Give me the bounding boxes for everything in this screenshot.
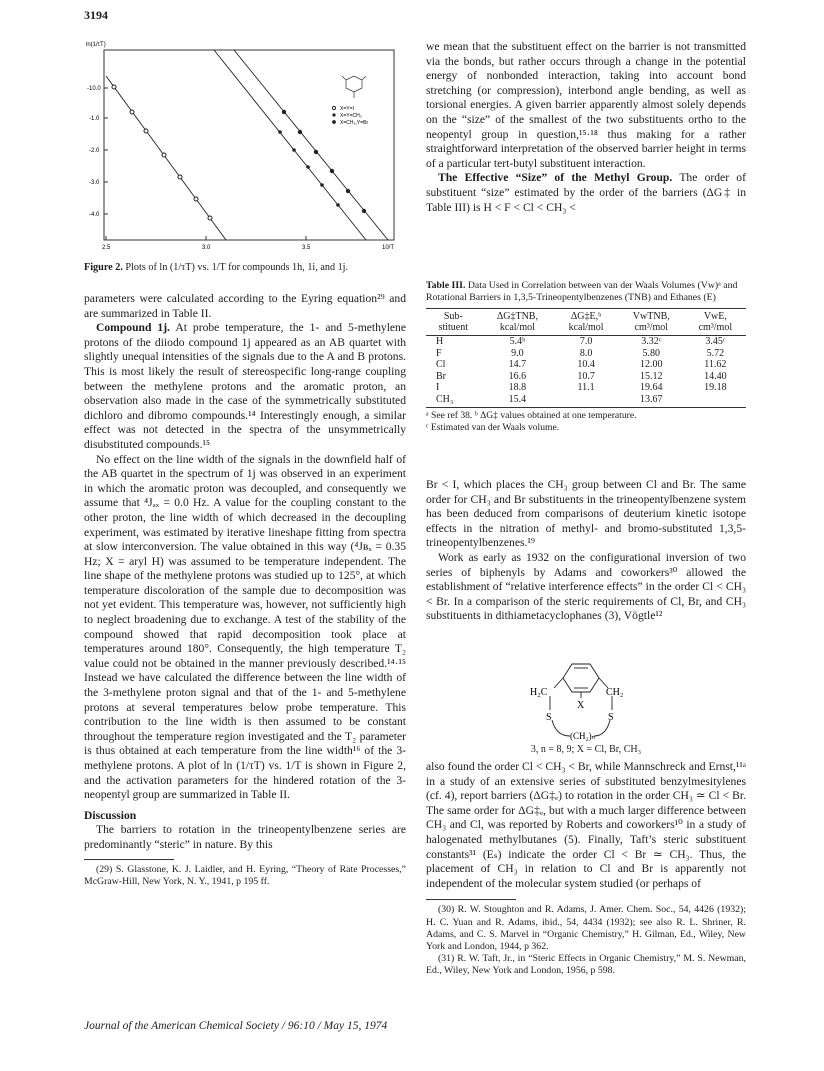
paragraph-title: The Effective “Size” of the Methyl Group. bbox=[438, 171, 673, 185]
table-cell: 3.45ᶜ bbox=[705, 336, 726, 347]
legend-item: X=Y=CH₃ bbox=[340, 113, 362, 119]
structure-label: (CH₂)ₙ bbox=[570, 731, 596, 741]
structure-label: CH₂ bbox=[606, 687, 624, 698]
y-tick-label: -4.0 bbox=[89, 212, 100, 218]
table-row bbox=[426, 348, 746, 360]
table-cell: 12.00 bbox=[640, 359, 663, 370]
table-notes bbox=[426, 410, 746, 433]
column-header: ΔG‡E,ᵇ kcal/mol bbox=[554, 309, 618, 336]
table-cell: 5.80 bbox=[642, 347, 661, 359]
column-header: ΔG‡TNB, kcal/mol bbox=[481, 309, 555, 336]
table-row bbox=[426, 394, 746, 408]
table-cell: 19.64 bbox=[640, 382, 663, 393]
table-cell: 8.0 bbox=[579, 347, 593, 359]
x-tick-label: 3.0 bbox=[202, 245, 211, 251]
table-note: ᵇ ΔG‡ values obtained at one temperature. bbox=[474, 410, 637, 421]
right-column-middle bbox=[426, 478, 746, 624]
figure-2-plot bbox=[84, 36, 406, 286]
y-tick-label: -2.0 bbox=[89, 148, 100, 154]
figure-caption bbox=[84, 262, 414, 273]
paragraph-title: Compound 1j. bbox=[96, 321, 170, 335]
plot-frame bbox=[104, 50, 394, 240]
table-cell: 16.6 bbox=[508, 370, 527, 382]
table-cell: 15.4 bbox=[481, 394, 555, 408]
figure-caption-label: Figure 2. bbox=[84, 262, 123, 273]
data-table bbox=[426, 308, 746, 408]
footnote: (31) R. W. Taft, Jr., in “Steric Effects in Organic Chemistry,” M. S. Newman, Ed., Wiley, New York and London, 1956, p 598. bbox=[426, 953, 746, 977]
x-tick-label: 3.5 bbox=[302, 245, 311, 251]
figure-caption-text: Plots of ln (1/τT) vs. 1/T for compounds 1h, 1i, and 1j. bbox=[125, 262, 349, 273]
table-cell: 13.67 bbox=[618, 394, 685, 408]
series-line-i bbox=[106, 76, 226, 240]
chemical-structure-3 bbox=[510, 660, 660, 740]
table-cell: 11.1 bbox=[577, 382, 595, 393]
table-cell bbox=[685, 394, 746, 408]
legend-item: X=CH₃,Y=Br bbox=[340, 120, 369, 126]
structure-label: H₂C bbox=[530, 687, 548, 698]
paragraph: Work as early as 1932 on the configurational inversion of two series of biphenyls by Adams and coworkers³⁰ allowed the establishment of “relative interference effects” in the order Cl < CH₃ < Br. In a comparison of the steric requirements of Cl, Br, and CH₃ substituents in dithiametacyclophanes (3), Vögtle¹² bbox=[426, 550, 746, 623]
legend-item: X=Y=I bbox=[340, 106, 354, 112]
table-3 bbox=[426, 280, 746, 433]
benzene-ring-icon bbox=[563, 664, 599, 692]
footnote-divider bbox=[84, 859, 174, 860]
structure-label: X bbox=[577, 700, 585, 711]
legend bbox=[332, 106, 368, 126]
table-cell: Cl bbox=[436, 359, 446, 370]
table-cell: 7.0 bbox=[579, 336, 593, 347]
y-tick-label: -1.0 bbox=[89, 116, 100, 122]
table-cell: 18.8 bbox=[508, 382, 527, 393]
paragraph: we mean that the substituent effect on the barrier is not transmitted via the bonds, but rather occurs through a change in the potential energy of nonbonded interaction, taking into account bond stretching (or compression), interbond angle bending, as well as torsional energies. A given barrier apparently almost solely depends on the “size” of the smallest of the two substituents ortho to the neopentyl group in question,¹⁵·¹⁸ thus making for a rather straightforward interpretation of the observed barrier height in terms of a particular tert-butyl substituent interaction. bbox=[426, 40, 746, 170]
table-row bbox=[426, 336, 746, 348]
table-caption-label: Table III. bbox=[426, 280, 466, 291]
series-line-ch3 bbox=[214, 50, 369, 240]
table-cell: 5.4ᵇ bbox=[509, 336, 526, 347]
table-cell: 11.62 bbox=[704, 359, 727, 370]
left-column bbox=[84, 292, 406, 888]
table-cell: 5.72 bbox=[706, 347, 725, 359]
inset-molecule-icon bbox=[342, 76, 366, 98]
table-cell: 10.7 bbox=[577, 370, 595, 382]
paragraph-body: At probe temperature, the 1- and 5-methylene protons of the diiodo compound 1j appeared as an AB quartet with slightly unequal intensities of the signals due to the A and B protons. This is most likely the result of stereospecific long-range coupling between the methylene protons and the aromatic proton, an observation also made in the case of the symmetrically substituted dichloro and dibromo compounds.¹⁴ Interestingly enough, a similar effect was not detected in the spectra of the unsymmetrically disubstituted compounds.¹⁵ bbox=[84, 321, 407, 451]
right-column-top bbox=[426, 40, 746, 215]
right-column-bottom bbox=[426, 760, 746, 978]
table-row bbox=[426, 382, 746, 394]
table-caption-text: Data Used in Correlation between van der Waals Volumes (Vᴡ)ᵃ and Rotational Barriers in 1,3,5-Trineopentylbenzenes (TNB) and Ethanes (E) bbox=[426, 280, 738, 303]
column-header: VᴡE, cm³/mol bbox=[685, 309, 746, 336]
table-row bbox=[426, 359, 746, 371]
table-cell: CH₃ bbox=[426, 394, 481, 408]
y-tick-label: -3.0 bbox=[89, 180, 100, 186]
structure-svg bbox=[510, 660, 660, 742]
paragraph-body: The order of substituent “size” estimated by the order of the barriers (ΔG‡ in Table III) is H < F < Cl < CH₃ < bbox=[426, 171, 746, 214]
table-cell: Br bbox=[436, 370, 446, 382]
column-header: Sub- stituent bbox=[426, 309, 481, 336]
table-cell: 19.18 bbox=[704, 382, 727, 393]
paragraph-compound-1j bbox=[84, 321, 406, 452]
table-cell: H bbox=[436, 336, 444, 347]
journal-footer: Journal of the American Chemical Society / 96:10 / May 15, 1974 bbox=[84, 1020, 388, 1032]
structure-caption: 3, n = 8, 9; X = Cl, Br, CH₃ bbox=[530, 744, 642, 755]
table-caption bbox=[426, 280, 746, 304]
paragraph: Br < I, which places the CH₃ group between Cl and Br. The same order for CH₃ and Br substituents in the trineopentylbenzene system has been deduced from comparisons of deuterium kinetic isotope effects in the nitration of methyl- and bromo-substituted 1,3,5-trineopentylbenzenes.¹⁹ bbox=[426, 478, 746, 550]
table-cell: F bbox=[436, 347, 442, 359]
y-tick-label: -10.0 bbox=[87, 86, 101, 92]
paragraph: also found the order Cl < CH₃ < Br, while Mannschreck and Ernst,¹¹ᵃ in a study of an extensive series of substituted benzylmesitylenes (cf. 4), report barriers (ΔG‡ₑ) to rotation in the order CH₃ ≃ Cl < Br. The same order for ΔG‡ₑ, but with a much larger difference between CH₃ and Cl, was reported by Roberts and coworkers¹⁰ in a study of halogenated methylbutanes (5). Finally, Taft’s steric substituent constants³¹ (Eₛ) indicate the order Cl < Br ≃ CH₃. Thus, the placement of CH₃ in relation to Cl and Br is apparently not independent of the molecular system studied (or perhaps of bbox=[426, 760, 746, 890]
y-ticks bbox=[87, 86, 108, 218]
paragraph: parameters were calculated according to the Eyring equation²⁹ and are summarized in Table II. bbox=[84, 292, 406, 320]
structure-label: S bbox=[546, 712, 552, 723]
table-row bbox=[426, 371, 746, 383]
table-note: ᵃ See ref 38. bbox=[426, 410, 473, 421]
x-tick-label: 10/T bbox=[382, 245, 395, 251]
table-note: ᶜ Estimated van der Waals volume. bbox=[426, 421, 560, 433]
table-cell: 9.0 bbox=[511, 347, 524, 359]
x-tick-label: 2.5 bbox=[102, 245, 111, 251]
footnote-divider bbox=[426, 899, 516, 900]
section-heading-discussion: Discussion bbox=[84, 808, 137, 822]
table-cell: 14.7 bbox=[508, 359, 527, 370]
paragraph: No effect on the line width of the signals in the downfield half of the AB quartet in the spectrum of 1j was observed in an experiment in which the aromatic proton was decoupled, and consequently we assume that ⁴Jₐₓ = 0.0 Hz. A value for the coupling constant to the other proton, the line width of which decreased in the decoupling experiment, was estimated by iterative lineshape fitting from spectra at slow interconversion. The value obtained in this way (⁴Jʙₓ = 0.35 Hz; X = aryl H) was assumed to be temperature independent. The line shape of the methylene protons was studied up to 125°, at which temperature discoloration of the sample due to decomposition was not yet evident. This temperature was, however, not sufficiently high to neglect broadening due to exchange. A test of the stability of the compound showed that rapid decomposition took place at temperatures around 180°. Consequently, the high temperature T₂ value could not be obtained in the manner previously described.¹⁴·¹⁵ Instead we have calculated the difference between the line width of the 3-methylene proton signal and that of the 1- and 5-methylene protons at several temperatures below probe temperature. This contribution to the line width is then assumed to be constant throughout the temperature region investigated and the T₂ parameter is thus obtained at each temperature from the line width¹⁶ of the 3-methylene protons. A plot of ln (1/τT) vs. 1/T is shown in Figure 2, and the activation parameters for the hindered rotation of the 3-neopentyl group are summarized in Table II. bbox=[84, 452, 406, 802]
page-number: 3194 bbox=[84, 8, 108, 22]
structure-label: S bbox=[608, 712, 614, 723]
table-cell: 15.12 bbox=[640, 370, 663, 382]
paragraph-methyl-size bbox=[426, 171, 746, 215]
table-cell: 10.4 bbox=[577, 359, 595, 370]
table-cell bbox=[554, 394, 618, 408]
x-ticks bbox=[102, 236, 394, 251]
table-cell: I bbox=[436, 382, 440, 393]
plot-svg bbox=[84, 36, 406, 261]
column-header: VᴡTNB, cm³/mol bbox=[618, 309, 685, 336]
table-cell: 14.40 bbox=[704, 370, 727, 382]
paragraph: The barriers to rotation in the trineopentylbenzene series are predominantly “steric” in nature. By this bbox=[84, 823, 406, 851]
footnote: (30) R. W. Stoughton and R. Adams, J. Amer. Chem. Soc., 54, 4426 (1932); H. C. Yuan and R. Adams, ibid., 54, 4434 (1932); see also R. L. Shriner, R. Adams, and C. S. Marvel in “Organic Chemistry,” H. Gilman, Ed., Wiley, New York and London, 1944, p 362. bbox=[426, 904, 746, 952]
footnote: (29) S. Glasstone, K. J. Laidler, and H. Eyring, “Theory of Rate Processes,” McGraw-Hill, New York, N. Y., 1941, p 195 ff. bbox=[84, 863, 406, 887]
y-axis-label: ln(1/τT) bbox=[86, 42, 106, 48]
table-cell: 3.32ᶜ bbox=[641, 336, 662, 347]
